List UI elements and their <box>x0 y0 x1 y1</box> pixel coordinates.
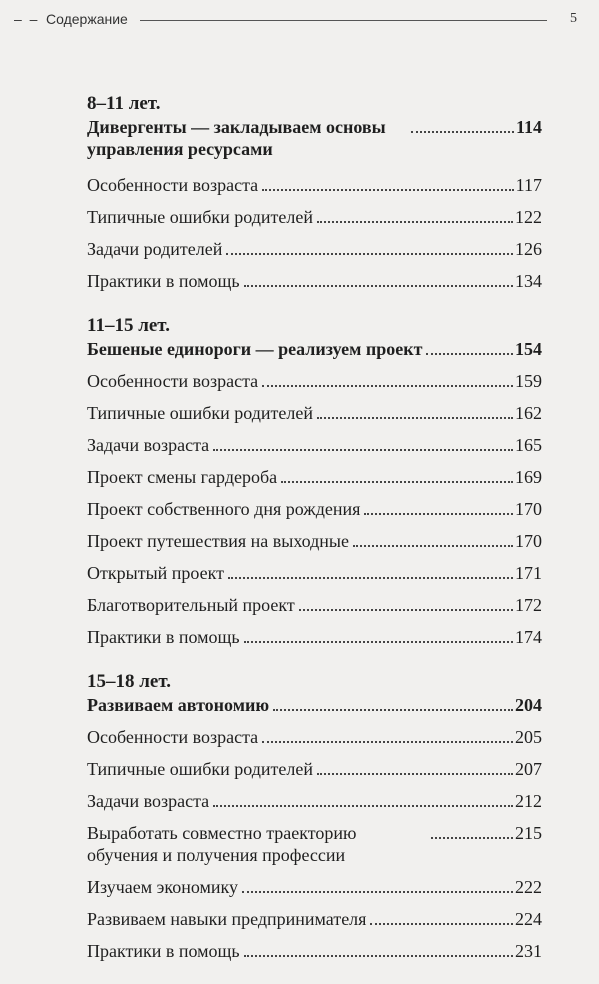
toc-entry[interactable] <box>87 370 542 392</box>
toc-entry[interactable] <box>87 206 542 228</box>
toc-leader-dots <box>317 773 513 775</box>
toc-leader-dots <box>353 545 513 547</box>
toc-leader-dots <box>426 353 513 355</box>
toc-entry[interactable] <box>87 434 542 456</box>
toc-leader-dots <box>262 189 514 191</box>
toc-leader-dots <box>262 385 513 387</box>
toc-entry-page: 162 <box>515 403 542 423</box>
toc-entry-page: 126 <box>515 239 542 259</box>
toc-entry-title: Особенности возраста <box>87 371 259 391</box>
toc-leader-dots <box>317 221 513 223</box>
section-age: 11–15 лет. <box>87 315 170 336</box>
toc-entry-page: 222 <box>515 877 542 897</box>
header-rule <box>140 20 547 21</box>
toc-entry-title: Задачи возраста <box>87 791 210 811</box>
toc-leader-dots <box>228 577 513 579</box>
toc-entry-page: 114 <box>515 117 542 137</box>
toc-entry-title: Проект собственного дня рождения <box>87 499 361 519</box>
toc-entry-page: 117 <box>515 175 542 195</box>
toc-leader-dots <box>213 805 513 807</box>
toc-entry[interactable] <box>87 498 542 520</box>
toc-leader-dots <box>262 741 513 743</box>
section-age: 15–18 лет. <box>87 671 171 692</box>
toc-entry-page: 204 <box>515 695 542 715</box>
toc-leader-dots <box>364 513 513 515</box>
toc-leader-dots <box>244 641 513 643</box>
header-dashes: – – <box>14 11 40 27</box>
toc-leader-dots <box>411 131 514 133</box>
toc-leader-dots <box>242 891 513 893</box>
toc-entry-title: Типичные ошибки родителей <box>87 759 313 779</box>
toc-entry-page: 154 <box>515 339 542 359</box>
toc-entry[interactable] <box>87 116 542 160</box>
toc-entry-title: Практики в помощь <box>87 941 240 961</box>
toc-entry-page: 205 <box>515 727 542 747</box>
header-title: Содержание <box>46 11 128 27</box>
toc-entry[interactable] <box>87 758 542 780</box>
toc-entry-page: 212 <box>515 791 542 811</box>
toc-entry-page: 207 <box>515 759 542 779</box>
toc-entry-title: Выработать совместно траекторию обучения и получения профессии <box>87 823 357 865</box>
section-15-18 <box>87 670 542 962</box>
toc-entry[interactable] <box>87 530 542 552</box>
toc-entry-page: 174 <box>515 627 542 647</box>
section-11-15 <box>87 314 542 648</box>
section-age: 8–11 лет. <box>87 93 161 114</box>
toc-entry[interactable] <box>87 940 542 962</box>
toc-entry[interactable] <box>87 338 542 360</box>
toc-leader-dots <box>317 417 513 419</box>
toc-entry-title: Проект путешествия на выходные <box>87 531 350 551</box>
toc-entry[interactable] <box>87 822 542 866</box>
toc-entry-page: 224 <box>515 909 542 929</box>
toc-entry[interactable] <box>87 562 542 584</box>
toc-entry-title: Дивергенты — закладываем основы управления ресурсами <box>87 117 386 159</box>
toc-entry-title: Проект смены гардероба <box>87 467 278 487</box>
toc-entry-page: 165 <box>515 435 542 455</box>
toc-entry-page: 170 <box>515 499 542 519</box>
toc-entry-page: 172 <box>515 595 542 615</box>
toc-entry-page: 170 <box>515 531 542 551</box>
toc-entry-title: Открытый проект <box>87 563 225 583</box>
toc-leader-dots <box>273 709 513 711</box>
toc-entry-page: 122 <box>515 207 542 227</box>
toc-entry[interactable] <box>87 626 542 648</box>
toc-entry[interactable] <box>87 466 542 488</box>
toc-entry-title: Типичные ошибки родителей <box>87 403 313 423</box>
toc-entry-title: Благотворительный проект <box>87 595 295 615</box>
toc-leader-dots <box>226 253 513 255</box>
toc-entry-title: Типичные ошибки родителей <box>87 207 313 227</box>
page-number: 5 <box>570 11 577 26</box>
toc-entry-page: 171 <box>515 563 542 583</box>
toc-entry-title: Развиваем автономию <box>87 695 270 715</box>
toc-entry[interactable] <box>87 876 542 898</box>
section-8-11 <box>87 92 542 292</box>
toc-leader-dots <box>299 609 513 611</box>
toc-entry-title: Особенности возраста <box>87 727 259 747</box>
toc-entry-title: Практики в помощь <box>87 627 240 647</box>
toc-leader-dots <box>244 285 513 287</box>
toc-entry-title: Задачи возраста <box>87 435 210 455</box>
toc-entry-title: Развиваем навыки предпринимателя <box>87 909 367 929</box>
toc-leader-dots <box>431 837 513 839</box>
toc-entry[interactable] <box>87 694 542 716</box>
toc-leader-dots <box>370 923 513 925</box>
toc-entry[interactable] <box>87 790 542 812</box>
toc-entry-title: Практики в помощь <box>87 271 240 291</box>
toc-entry-page: 215 <box>515 823 542 843</box>
toc-entry[interactable] <box>87 402 542 424</box>
toc-leader-dots <box>244 955 513 957</box>
toc-entry[interactable] <box>87 594 542 616</box>
toc-entry-title: Изучаем экономику <box>87 877 239 897</box>
toc-entry-page: 134 <box>515 271 542 291</box>
toc-leader-dots <box>213 449 513 451</box>
toc-entry-title: Бешеные единороги — реализуем проект <box>87 339 423 359</box>
running-head <box>14 10 577 30</box>
toc-entry-title: Особенности возраста <box>87 175 259 195</box>
toc-entry[interactable] <box>87 270 542 292</box>
toc-entry-page: 169 <box>515 467 542 487</box>
toc-entry[interactable] <box>87 908 542 930</box>
toc-entry[interactable] <box>87 174 542 196</box>
toc-leader-dots <box>281 481 513 483</box>
toc-entry-page: 231 <box>515 941 542 961</box>
toc-entry-page: 159 <box>515 371 542 391</box>
toc-entry-title: Задачи родителей <box>87 239 223 259</box>
toc-entry[interactable] <box>87 726 542 748</box>
table-of-contents <box>87 92 542 984</box>
toc-entry[interactable] <box>87 238 542 260</box>
